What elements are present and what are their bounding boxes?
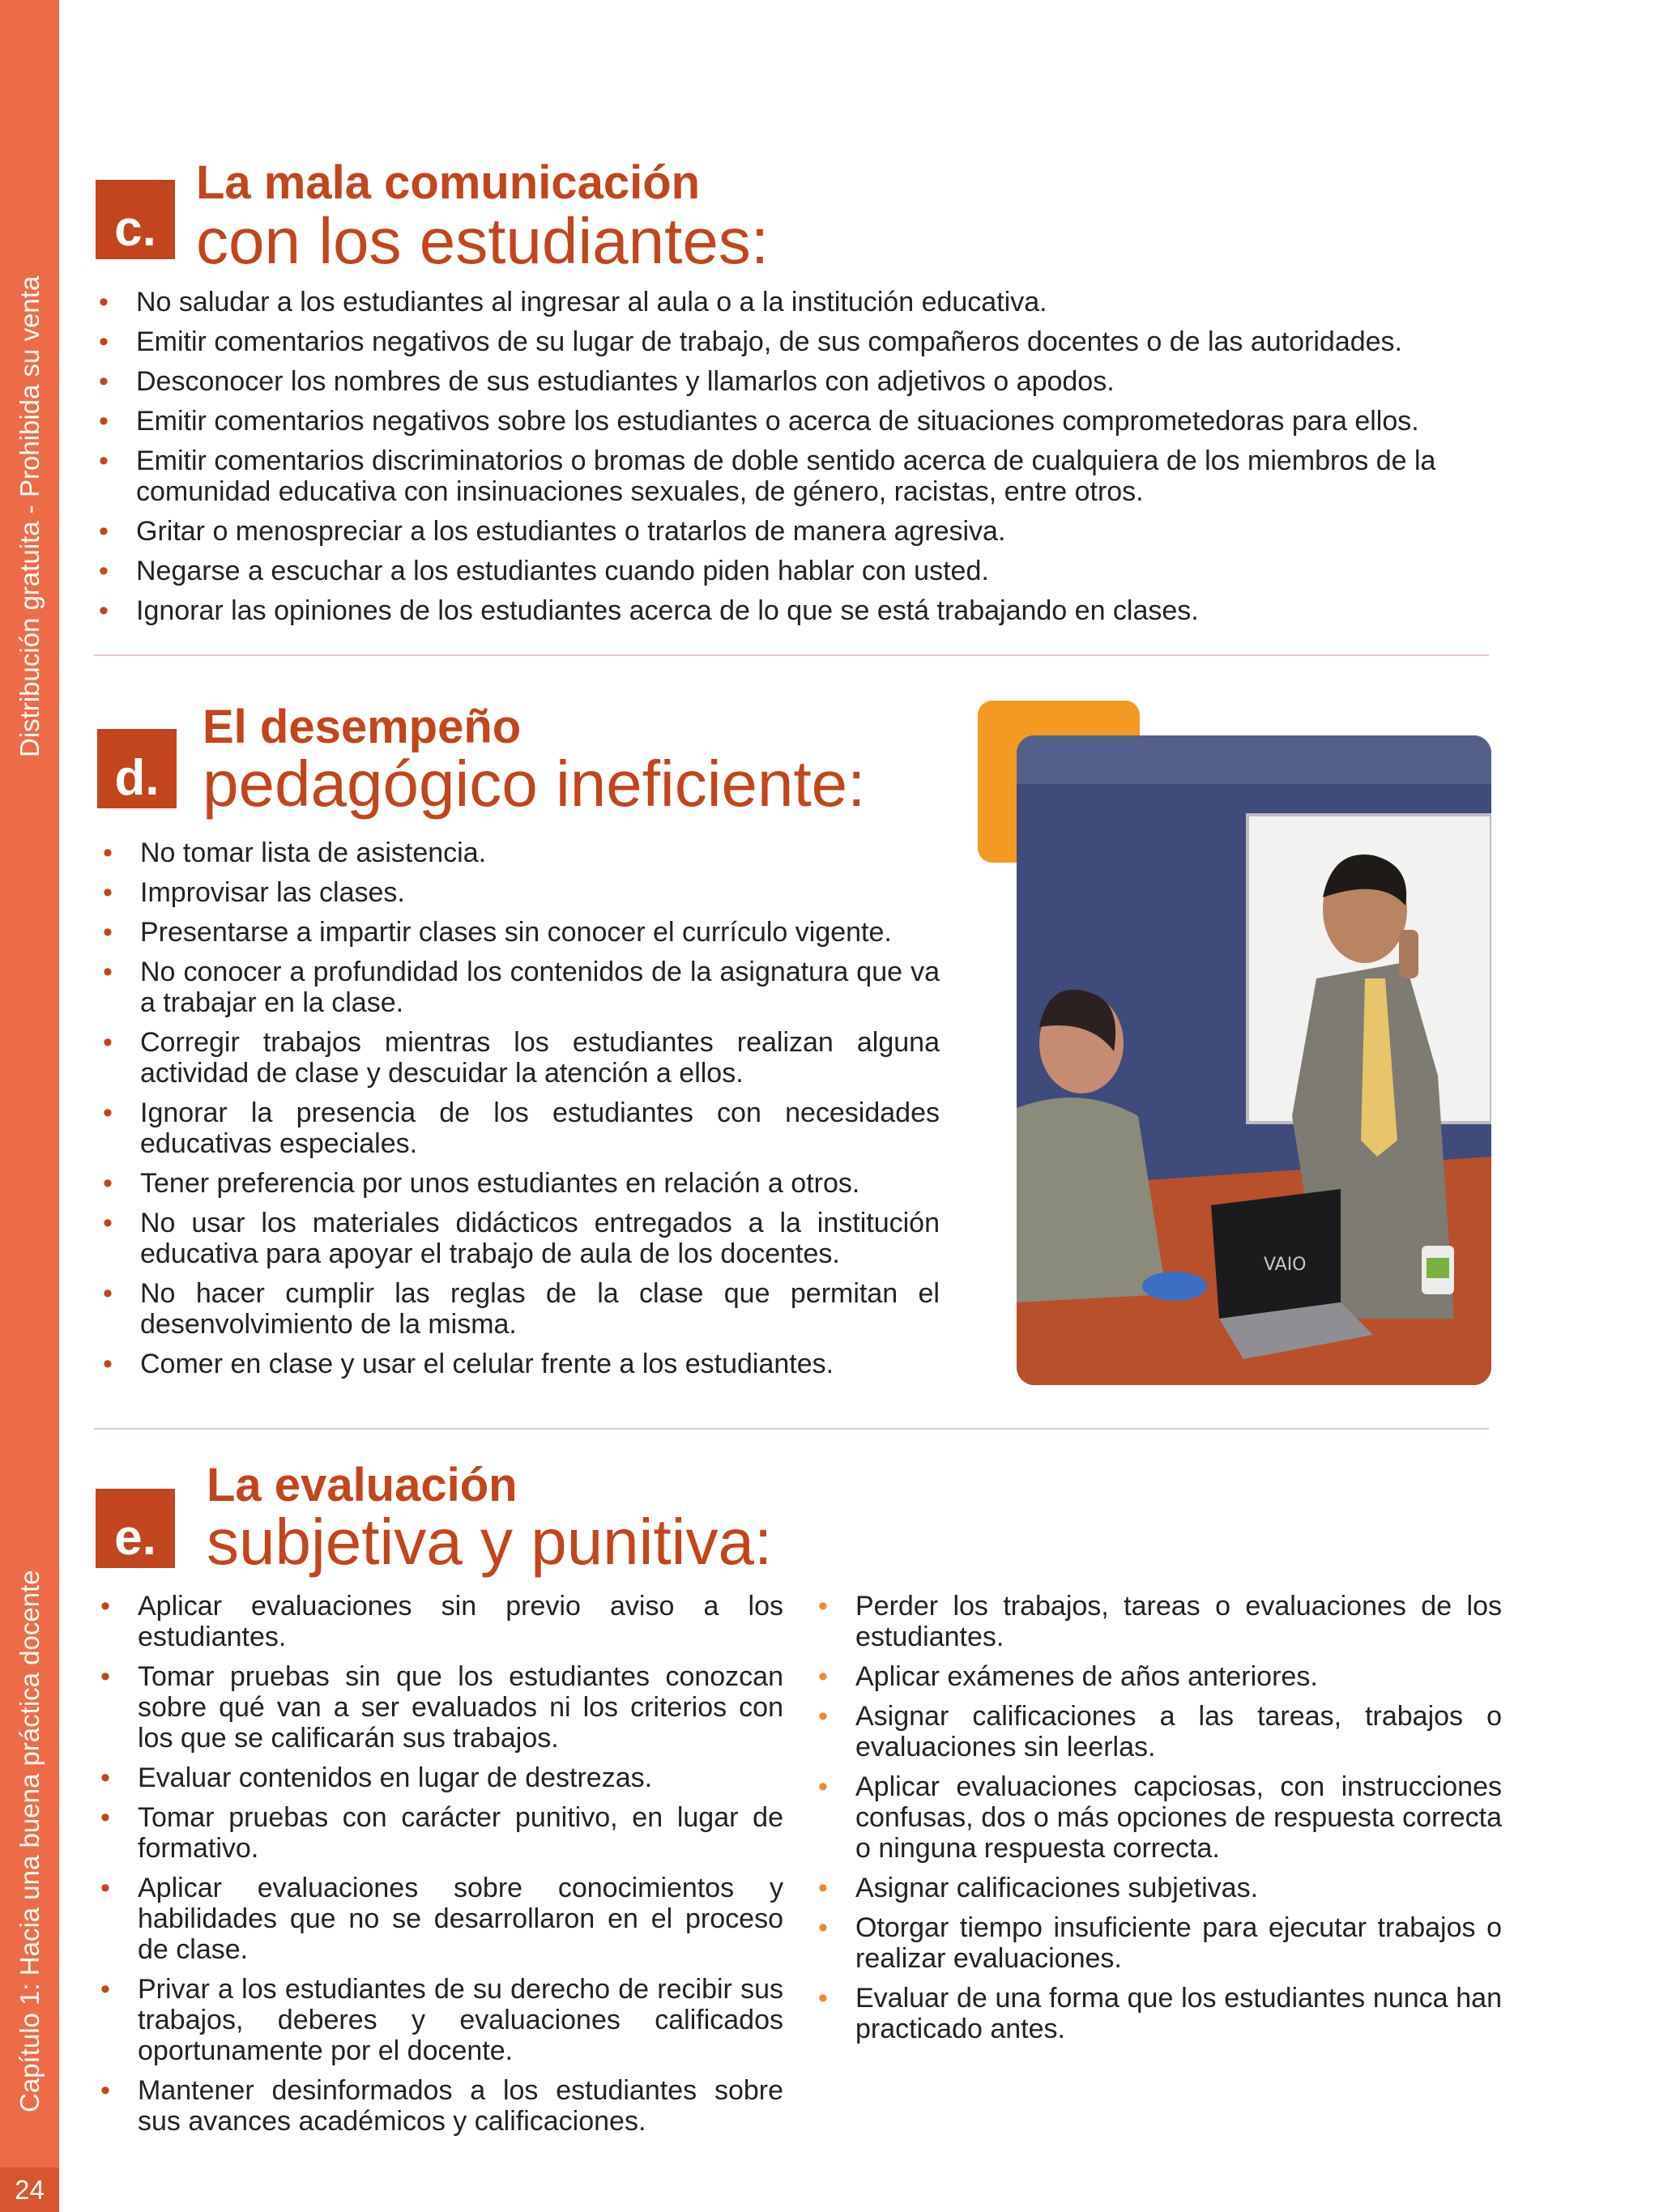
sidebar-chapter-title: Capítulo 1: Hacia una buena práctica docente [15, 1570, 45, 2112]
section-e-list-right [808, 1591, 1502, 2053]
list-item: • Evaluar de una forma que los estudiantes nunca han practicado antes. [808, 1983, 1502, 2044]
classroom-photo-illustration [1017, 735, 1491, 1385]
section-c-letter: c. [96, 180, 175, 259]
list-item: • Aplicar evaluaciones capciosas, con instrucciones confusas, dos o más opciones de respuesta correcta o ninguna respuesta correcta. [808, 1771, 1502, 1864]
divider [94, 1428, 1489, 1430]
list-item: • Desconocer los nombres de sus estudiantes y llamarlos con adjetivos o apodos. [89, 366, 1539, 397]
list-item: • Privar a los estudiantes de su derecho de recibir sus trabajos, deberes y evaluaciones calificados oportunamente por el docente. [91, 1974, 783, 2066]
list-item: • No hacer cumplir las reglas de la clase que permitan el desenvolvimiento de la misma. [93, 1278, 940, 1340]
page-number: 24 [0, 2167, 59, 2212]
list-item: • Gritar o menospreciar a los estudiantes o tratarlos de manera agresiva. [89, 516, 1539, 547]
section-d-title-light: pedagógico ineficiente: [203, 748, 866, 820]
list-item: • Tener preferencia por unos estudiantes en relación a otros. [93, 1168, 940, 1199]
list-item: • Aplicar exámenes de años anteriores. [808, 1661, 1502, 1692]
list-item: • No saludar a los estudiantes al ingresar al aula o a la institución educativa. [89, 287, 1539, 318]
section-d-letter: d. [97, 729, 177, 808]
section-c-title-light: con los estudiantes: [196, 205, 770, 277]
list-item: • Asignar calificaciones subjetivas. [808, 1873, 1502, 1903]
list-item: • Tomar pruebas sin que los estudiantes conozcan sobre qué van a ser evaluados ni los criterios con los que se calificarán sus trabajos. [91, 1661, 783, 1754]
list-item: • Presentarse a impartir clases sin conocer el currículo vigente. [93, 917, 940, 948]
list-item: • Perder los trabajos, tareas o evaluaciones de los estudiantes. [808, 1591, 1502, 1652]
list-item: • Mantener desinformados a los estudiantes sobre sus avances académicos y calificaciones. [91, 2075, 783, 2137]
classroom-photo [1017, 735, 1491, 1385]
list-item: • Ignorar la presencia de los estudiantes con necesidades educativas especiales. [93, 1097, 940, 1159]
list-item: • Emitir comentarios negativos de su lugar de trabajo, de sus compañeros docentes o de las autoridades. [89, 326, 1539, 357]
list-item: • Emitir comentarios discriminatorios o bromas de doble sentido acerca de cualquiera de los miembros de la comunidad educativa con insinuaciones sexuales, de género, racistas, entre otros. [89, 445, 1539, 507]
list-item: • No tomar lista de asistencia. [93, 837, 940, 868]
list-item: • Ignorar las opiniones de los estudiantes acerca de lo que se está trabajando en clases. [89, 595, 1539, 626]
section-e-title-light: subjetiva y punitiva: [207, 1506, 773, 1578]
sidebar-distribution-note: Distribución gratuita - Prohibida su venta [15, 275, 45, 757]
divider [94, 654, 1489, 656]
section-c-list [89, 287, 1539, 635]
section-c-title-bold: La mala comunicación [196, 156, 701, 209]
list-item: • Corregir trabajos mientras los estudiantes realizan alguna actividad de clase y descuidar la atención a ellos. [93, 1027, 940, 1089]
list-item: • Comer en clase y usar el celular frente a los estudiantes. [93, 1349, 940, 1379]
list-item: • Evaluar contenidos en lugar de destrezas. [91, 1762, 783, 1793]
list-item: • Otorgar tiempo insuficiente para ejecutar trabajos o realizar evaluaciones. [808, 1912, 1502, 1974]
list-item: • Negarse a escuchar a los estudiantes cuando piden hablar con usted. [89, 556, 1539, 586]
list-item: • Improvisar las clases. [93, 877, 940, 908]
list-item: • No usar los materiales didácticos entregados a la institución educativa para apoyar el trabajo de aula de los docentes. [93, 1208, 940, 1269]
list-item: • Emitir comentarios negativos sobre los estudiantes o acerca de situaciones comprometedoras para ellos. [89, 406, 1539, 437]
section-e-title-bold: La evaluación [207, 1459, 518, 1511]
section-e-list-left [91, 1591, 783, 2146]
section-e-letter: e. [96, 1489, 175, 1568]
section-d-list [93, 837, 940, 1388]
list-item: • Tomar pruebas con carácter punitivo, en lugar de formativo. [91, 1802, 783, 1864]
list-item: • Asignar calificaciones a las tareas, trabajos o evaluaciones sin leerlas. [808, 1701, 1502, 1762]
section-d-title-bold: El desempeño [203, 701, 522, 753]
laptop-brand: VAIO [1264, 1255, 1307, 1275]
list-item: • No conocer a profundidad los contenidos de la asignatura que va a trabajar en la clase. [93, 957, 940, 1018]
list-item: • Aplicar evaluaciones sobre conocimientos y habilidades que no se desarrollaron en el proceso de clase. [91, 1873, 783, 1965]
list-item: • Aplicar evaluaciones sin previo aviso a los estudiantes. [91, 1591, 783, 1652]
